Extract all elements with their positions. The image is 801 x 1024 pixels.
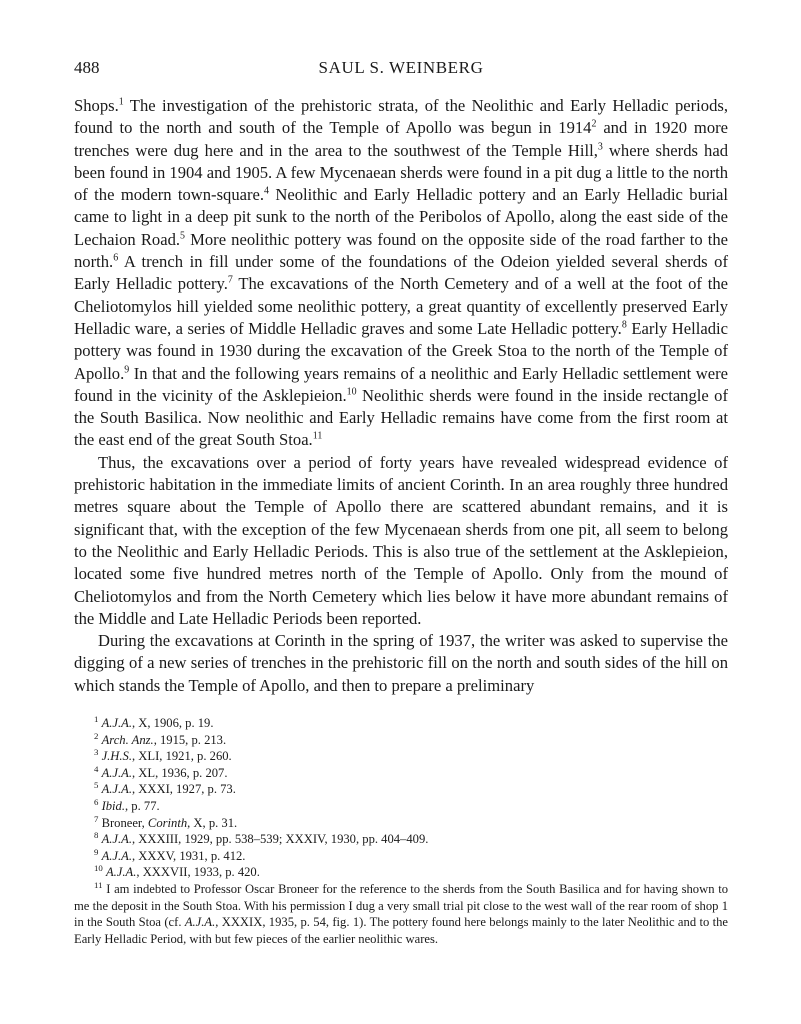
footnote-ref: 8 [621,319,627,331]
text-run: , XLI, 1921, p. 260. [132,749,232,764]
text-run: I am indebted to Professor Oscar Broneer for the reference to the sherds from the South Basilica and for having shown to me the deposit in the South Stoa. With his permission I dug a very small trial pit close to the west wall of the rear room of shop 1 in the South Stoa (cf. [74,881,728,930]
italic-text: A.J.A. [184,915,216,930]
text-run: , XL, 1936, p. 207. [131,765,228,780]
footnote-number: 8 [94,829,99,840]
footnote [74,781,728,798]
text-run: , X, p. 31. [187,815,238,830]
footnote-ref: 7 [227,274,233,286]
text-run: , XXXIII, 1929, pp. 538–539; XXXIV, 1930, pp. 404–409. [131,832,429,847]
footnote-number: 6 [94,796,99,807]
footnote [74,798,728,815]
italic-text: Corinth [147,815,188,830]
footnote-ref: 11 [312,430,323,442]
text-run: Neolithic and Early Helladic pottery and an Early Helladic burial came to light in a deep pit sunk to the north of the Peribolos of Apollo, along the east side of the Lechaion Road. [74,185,728,249]
text-run: , XXXV, 1931, p. 412. [131,848,246,863]
italic-text: A.J.A. [101,848,132,863]
footnote [74,864,728,881]
footnote [74,831,728,848]
italic-text: Arch. Anz. [101,732,154,747]
text-run: , XXXVII, 1933, p. 420. [136,865,260,880]
text-run: Thus, the excavations over a period of forty years have revealed widespread evidence of prehistoric habitation in the immediate limits of ancient Corinth. In an area roughly three hundred metres square about the Temple of Apollo there are scattered abundant remains, and it is significant that, with the exception of the few Mycenaean sherds from one pit, all seem to belong to the Neolithic and Early Helladic Periods. This is also true of the settlement at the Asklepieion, located some five hundred metres north of the Temple of Apollo. Only from the mound of Cheliotomylos and from the North Cemetery which lies below it have more abundant remains of the Middle and Late Helladic Periods been reported. [74,452,728,628]
italic-text: A.J.A. [105,865,137,880]
italic-text: A.J.A. [101,832,132,847]
text-run: Shops. [74,96,119,115]
footnote-ref: 5 [180,230,186,242]
footnote-number: 1 [94,713,99,724]
footnote-ref: 10 [346,386,357,398]
footnote [74,881,728,947]
text-run: During the excavations at Corinth in the spring of 1937, the writer was asked to supervise the digging of a new series of trenches in the prehistoric fill on the north and south sides of the hill on which stands the Temple of Apollo, and then to prepare a preliminary [74,631,728,695]
footnote-ref: 6 [113,252,119,264]
footnote [74,748,728,765]
text-run: In that and the following years remains of a neolithic and Early Helladic settlement were found in the vicinity of the Asklepieion. [74,363,728,405]
text-run: Neolithic sherds were found in the inside rectangle of the South Basilica. Now neolithic and Early Helladic remains have come from the first room at the east end of the great South Stoa. [74,385,728,450]
footnote-ref: 2 [591,118,597,130]
footnote-number: 4 [94,763,99,774]
paragraph [74,630,728,697]
footnote-ref: 1 [118,96,124,108]
footnote-number: 3 [94,747,99,757]
page-number: 488 [74,58,100,77]
footnote-ref: 4 [264,185,270,197]
text-run: Broneer, [101,815,148,830]
italic-text: A.J.A. [101,716,132,730]
footnote [74,765,728,782]
footnote-ref: 9 [124,364,130,376]
footnote [74,815,728,832]
footnote-number: 5 [94,780,99,791]
text-run: Early Helladic pottery was found in 1930 during the excavation of the Greek Stoa to the north of the Temple of Apollo. [74,318,728,383]
italic-text: A.J.A. [101,782,132,797]
text-run: The investigation of the prehistoric strata, of the Neolithic and Early Helladic periods, found to the north and south of the Temple of Apollo was begun in 1914 [74,96,728,138]
text-run: and in 1920 more trenches were dug here and in the area to the southwest of the Temple Hill, [74,118,729,160]
footnote [74,715,728,732]
body-text [74,95,728,697]
text-run: A trench in fill under some of the foundations of the Odeion yielded several sherds of Early Helladic pottery. [74,252,728,294]
paragraph [74,452,728,630]
text-run: , 1915, p. 213. [153,732,227,747]
footnote-number: 2 [94,730,99,741]
text-run: , p. 77. [125,798,160,813]
text-run: More neolithic pottery was found on the opposite side of the road farther to the north. [74,229,728,272]
italic-text: J.H.S. [101,749,132,764]
footnote [74,848,728,865]
footnote [74,732,728,749]
italic-text: A.J.A. [101,765,132,780]
footnote-number: 7 [94,813,99,824]
paragraph [74,95,728,452]
footnotes [74,715,728,947]
footnote-number: 10 [94,863,103,874]
page-header [74,58,728,82]
footnote-number: 9 [94,846,99,857]
text-run: , X, 1906, p. 19. [131,716,214,730]
footnote-number: 11 [94,879,103,890]
running-head: SAUL S. WEINBERG [318,58,484,77]
footnote-ref: 3 [597,141,603,153]
text-run: , XXXI, 1927, p. 73. [131,782,236,797]
italic-text: Ibid. [101,798,125,813]
text-run: , XXXIX, 1935, p. 54, fig. 1). The pottery found here belongs mainly to the later Neolithic and to the Early Helladic Period, with but few pieces of the earlier neolithic wares. [74,915,728,946]
text-run: The excavations of the North Cemetery and of a well at the foot of the Cheliotomylos hill yielded some neolithic pottery, a great quantity of excellently preserved Early Helladic ware, a series of Middle Helladic graves and some Late Helladic pottery. [74,274,729,338]
text-run: where sherds had been found in 1904 and 1905. A few Mycenaean sherds were found in a pit dug a little to the north of the modern town-square. [74,140,728,205]
